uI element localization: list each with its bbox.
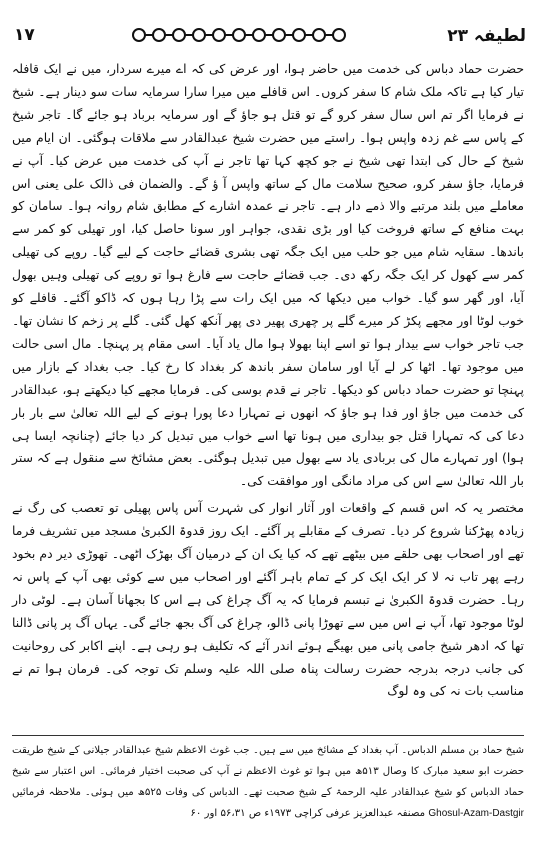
- footnote: [12, 740, 524, 824]
- paragraph-2: مختصر یہ کہ اس قسم کے واقعات اور آثار انوار کی شہرت آس پاس پھیلی تو تعصب کی رگ نے زیادہ پھڑکنا شروع کر دیا۔ تصرف کے مقابلے پر آگئے۔ ایک روز قدوۃ الکبریٰ مسجد میں تشریف فرما تھے اور اصحاب بھی حلقے میں بیٹھے تھے کہ کیا یک ان کے درمیان آگ بھڑک اٹھی۔ تھوڑی دیر دم بخود رہے پھر تاب نہ لا کر ایک ایک کر کے تمام باہر آگئے اور اصحاب میں سے کوئی بھی آپ کے پاس نہ رہا۔ حضرت قدوۃ الکبریٰ نے تبسم فرمایا کہ یہ آگ چراغ کی ہے اس کا بجھانا آسان ہے۔ لوٹی دار لوٹا موجود تھا، آپ نے اس میں سے تھوڑا پانی ڈالو، چراغ کی آگ بجھ جائے گی۔ یہاں آگ پر پانی ڈالنا تھا کہ ادھر شیخ جامی پانی میں بھیگے ہوئے اندر آئے کہ تکلیف ہو رہی ہے۔ اپنے اکابر کی روحانیت کی جانب درجہ بدرجہ حضرت رسالت پناہ صلی اللہ علیہ وسلم تک توجہ کی۔ فرمان ہوا تم نے مناسب بات نہ کی وہ لوگ: [12, 500, 524, 699]
- paragraph-1: حضرت حماد دباس کی خدمت میں حاضر ہوا، اور عرض کی کہ اے میرے سردار، میں نے ایک قافلہ تیار کیا ہے تاکہ ملک شام کا سفر کروں۔ اس قافلے میں میرا سارا سرمایہ سات سو دینار ہے۔ شیخ نے فرمایا اگر تم اس سال سفر کرو گے تو قتل ہو جاؤ گے اور سرمایہ برباد ہو جائے گا۔ تاجر شیخ کے پاس سے غم زدہ واپس ہوا۔ راستے میں حضرت شیخ عبدالقادر سے ملاقات ہوگئی۔ ان ایام میں شیخ کے حال کی ابتدا تھی شیخ نے جو کچھ کہا تھا تاجر نے آپ کی خدمت میں عرض کیا۔ آپ نے فرمایا، جاؤ سفر کرو، صحیح سلامت مال کے ساتھ واپس آ ؤ گے۔ والضمان فی ذالک علی یعنی اس معاملے میں بلند مرتبے والا ذمے دار ہے۔ تاجر نے عمدہ اشارے کے مطابق شام روانہ ہوا۔ سامان کو بہت منافع کے ساتھ فروخت کیا اور بڑی نقدی، جواہر اور سونا حاصل کیا، اور تھیلی کو کمر سے باندھا۔ سقایہ شام میں جو حلب میں ایک جگہ تھی بشری قضائے حاجت کے لیے گیا۔ روپے کی تھیلی کمر سے کھول کر ایک جگہ رکھ دی۔ جب قضائے حاجت سے فارغ ہوا تو روپے کی تھیلی وہیں بھول آیا، اور گھر سو گیا۔ خواب میں دیکھا کہ میں ایک رات سے پڑا رہا ہوں کہ ڈاکو آگئے۔ قافلے کو خوب لوٹا اور مجھے پکڑ کر میرے گلے پر چھری پھیر دی پھر آنکھ کھل گئی۔ گلے پر زخم کا نشان تھا۔ جب تاجر خواب سے بیدار ہوا تو اسے اپنا بھولا ہوا مال یاد آیا۔ اسی مقام پر پہنچا۔ مال اسی حالت میں موجود تھا۔ اٹھا کر لے آیا اور سامان سفر باندھ کر بغداد کا رخ کیا۔ جب بغداد کے بازار میں پہنچا تو حضرت حماد دباس کو دیکھا۔ تاجر نے قدم بوسی کی۔ فرمایا مجھے کیا دیکھتے ہو، عبدالقادر کی خدمت میں جاؤ اور فدا ہو جاؤ کہ انھوں نے تمہارا دعا پورا ہونے کے لیے اللہ تعالیٰ سے بار بار دعا کی کہ تمہارا قتل جو بیداری میں ہونا تھا اسے خواب میں تبدیل کر دیا جائے (چنانچہ ایسا ہی ہوا) اور تمہارے مال کی بربادی یاد سے بھول میں تبدیل ہوگئی۔ بعض مشائخ سے منقول ہے کہ ستر بار اللہ تعالیٰ سے اس کی مراد مانگی اور موافقت کی۔: [12, 61, 524, 489]
- decorative-chain-ornament: [130, 26, 360, 44]
- footnote-divider: [12, 735, 524, 736]
- footnote-book-title: Ghosul-Azam-Dastgir: [428, 808, 524, 819]
- chain-ornament-icon: [130, 26, 360, 44]
- page-header: [14, 22, 526, 48]
- page-number: ۱۷: [14, 25, 35, 45]
- main-text: [12, 58, 524, 703]
- footnote-text: شیخ حماد بن مسلم الدباس۔ آپ بغداد کے مشائخ میں سے ہیں۔ جب غوث الاعظم شیخ عبدالقادر جیلانی کے شیخ طریقت حضرت ابو سعید مبارک کا وصال ۵۱۳ھ میں ہوا تو غوث الاعظم نے آپ کی صحبت اختیار فرمائی۔ اس اعتبار سے شیخ حماد الدباس کو شیخ عبدالقادر علیہ الرحمۃ کے شیخ صحبت تھے۔ الدباس کی وفات ۵۲۵ھ میں ہوئی۔ ملاحظہ فرمائیں: [12, 745, 524, 798]
- section-title: لطیفہ ۲۳: [447, 25, 526, 46]
- footnote-citation: مصنفہ عبدالعزیز عرفی کراچی ۱۹۷۳ء ص ۵۶،۳۱ اور ۶۰: [190, 808, 426, 819]
